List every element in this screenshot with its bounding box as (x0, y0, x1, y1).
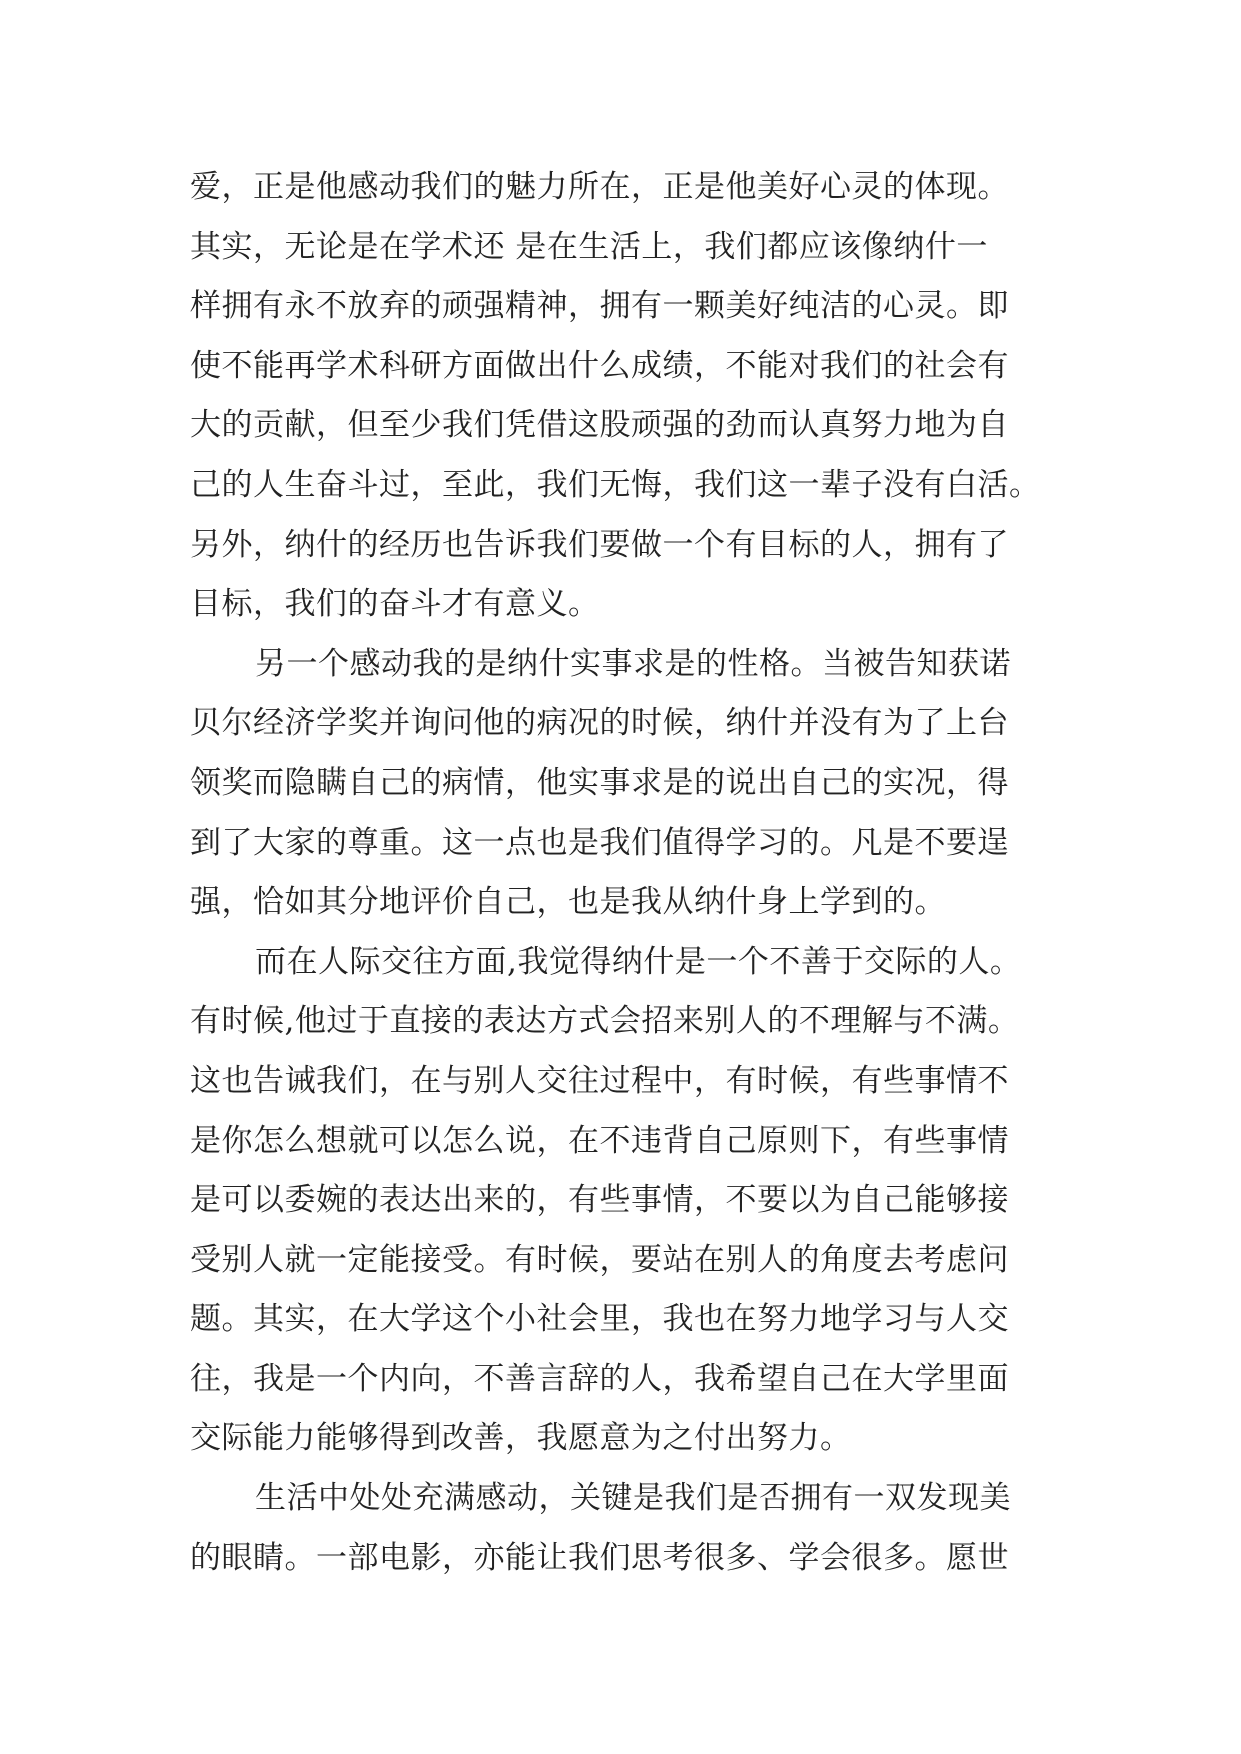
text-line: 的眼睛。一部电影，亦能让我们思考很多、学会很多。愿世 (190, 1539, 1009, 1576)
text-line: 到了大家的尊重。这一点也是我们值得学习的。凡是不要逞 (190, 824, 1009, 861)
text-line: 是可以委婉的表达出来的，有些事情，不要以为自己能够接 (190, 1182, 1009, 1219)
text-line: 其实，无论是在学术还 是在生活上，我们都应该像纳什一 (190, 228, 988, 265)
text-line: 贝尔经济学奖并询问他的病况的时候，纳什并没有为了上台 (190, 705, 1009, 742)
text-line: 往，我是一个内向，不善言辞的人，我希望自己在大学里面 (190, 1360, 1009, 1397)
text-line: 样拥有永不放弃的顽强精神，拥有一颗美好纯洁的心灵。即 (190, 288, 1009, 325)
text-line: 目标，我们的奋斗才有意义。 (190, 586, 600, 623)
paragraph-first-line: 而在人际交往方面,我觉得纳什是一个不善于交际的人。 (255, 943, 1022, 980)
text-line: 受别人就一定能接受。有时候，要站在别人的角度去考虑问 (190, 1241, 1009, 1278)
paragraph-first-line: 另一个感动我的是纳什实事求是的性格。当被告知获诺 (255, 645, 1011, 682)
text-line: 爱，正是他感动我们的魅力所在，正是他美好心灵的体现。 (190, 169, 1009, 205)
text-line: 这也告诫我们，在与别人交往过程中，有时候，有些事情不 (190, 1062, 1009, 1099)
text-line: 有时候,他过于直接的表达方式会招来别人的不理解与不满。 (190, 1003, 1020, 1040)
text-line: 另外，纳什的经历也告诉我们要做一个有目标的人，拥有了 (190, 526, 1009, 563)
text-line: 使不能再学术科研方面做出什么成绩，不能对我们的社会有 (190, 347, 1009, 384)
text-line: 领奖而隐瞒自己的病情，他实事求是的说出自己的实况，得 (190, 764, 1009, 801)
paragraph-first-line: 生活中处处充满感动，关键是我们是否拥有一双发现美 (255, 1480, 1011, 1517)
text-line: 交际能力能够得到改善，我愿意为之付出努力。 (190, 1420, 852, 1457)
text-line: 己的人生奋斗过，至此，我们无悔，我们这一辈子没有白活。 (190, 466, 1041, 503)
text-line: 大的贡献，但至少我们凭借这股顽强的劲而认真努力地为自 (190, 407, 1009, 444)
text-line: 强，恰如其分地评价自己，也是我从纳什身上学到的。 (190, 884, 946, 921)
text-line: 题。其实，在大学这个小社会里，我也在努力地学习与人交 (190, 1301, 1009, 1338)
text-line: 是你怎么想就可以怎么说，在不违背自己原则下，有些事情 (190, 1122, 1009, 1159)
document-body (190, 158, 1070, 1588)
